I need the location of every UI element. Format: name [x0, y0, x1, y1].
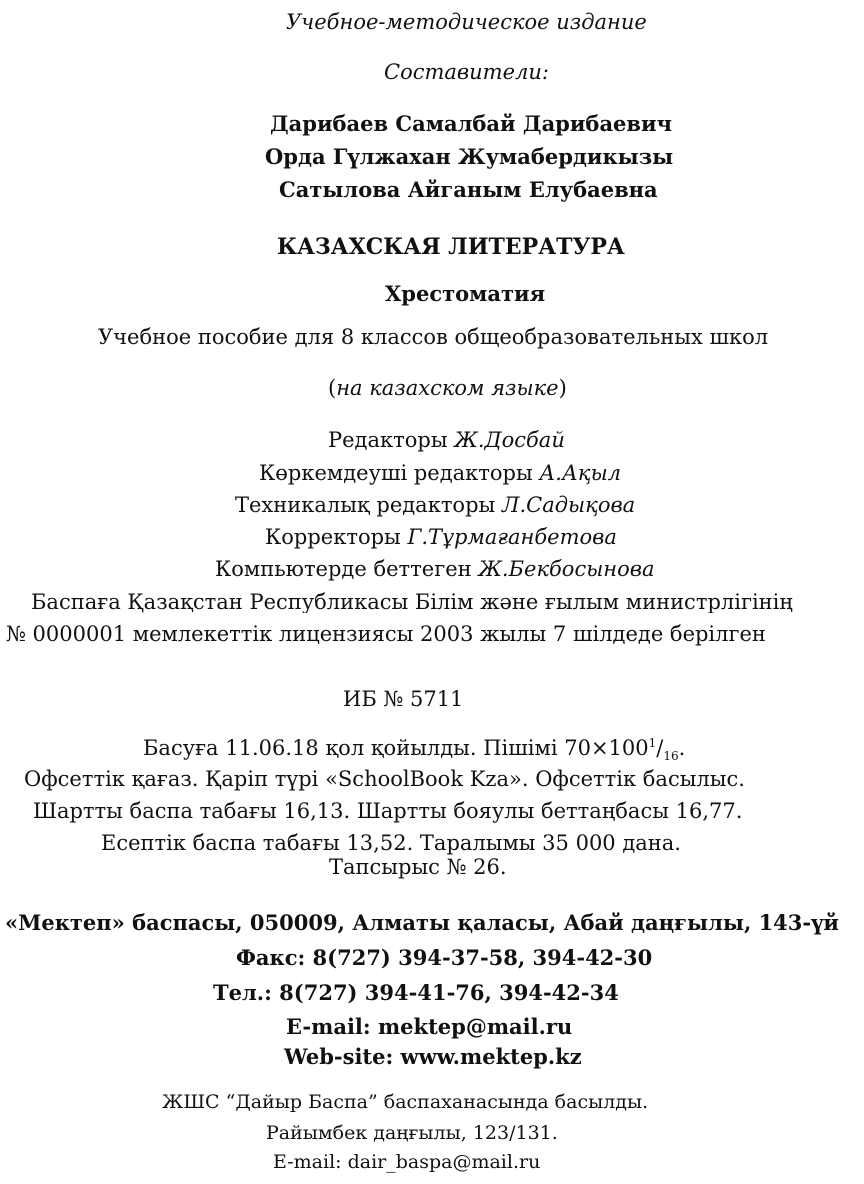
publisher-website: Web-site: www.mektep.kz — [284, 1044, 582, 1069]
language-text: на казахском языке — [336, 376, 559, 400]
staff-name: Ж.Досбай — [454, 428, 565, 452]
publisher-address: «Мектеп» баспасы, 050009, Алматы қаласы, Абай даңғылы, 143-үй — [5, 910, 839, 935]
staff-name: Л.Садықова — [501, 493, 636, 517]
staff-role: Көркемдеуші редакторы — [259, 461, 540, 485]
license-line-1: Баспаға Қазақстан Республикасы Білім және ғылым министрлігінің — [31, 592, 793, 613]
format-slash: / — [656, 736, 664, 760]
compiler-name: Орда Гүлжахан Жумабердикызы — [265, 144, 674, 169]
paren-open: ( — [328, 376, 337, 400]
compilers-label: Составители: — [384, 60, 549, 84]
printer-email: E-mail: dair_baspa@mail.ru — [273, 1151, 541, 1173]
staff-role: Корректоры — [265, 525, 408, 549]
staff-role: Редакторы — [328, 428, 455, 452]
paren-close: ) — [558, 376, 567, 400]
format-sub: 16 — [663, 749, 679, 764]
format-sup: 1 — [648, 736, 657, 750]
book-subtitle: Хрестоматия — [385, 281, 546, 306]
printer-name: ЖШС “Дайыр Баспа” баспаханасында басылды. — [162, 1091, 649, 1113]
ib-number: ИБ № 5711 — [343, 687, 464, 711]
book-purpose: Учебное пособие для 8 классов общеобразовательных школ — [98, 325, 769, 349]
staff-name: Г.Тұрмағанбетова — [407, 525, 617, 549]
staff-line — [235, 495, 635, 516]
staff-line — [265, 527, 617, 548]
publisher-fax: Факс: 8(727) 394-37-58, 394-42-30 — [236, 945, 653, 970]
staff-name: А.Ақыл — [539, 461, 622, 485]
edition-type: Учебное-методическое издание — [286, 10, 647, 34]
order-line: Тапсырыс № 26. — [329, 855, 507, 879]
license-line-2: № 0000001 мемлекеттік лицензиясы 2003 жылы 7 шілдеде берілген — [6, 622, 766, 646]
staff-line — [259, 463, 621, 484]
staff-line — [328, 430, 565, 451]
printer-address: Райымбек даңғылы, 123/131. — [266, 1122, 558, 1144]
compiler-name: Сатылова Айганым Елубаевна — [279, 177, 658, 202]
publisher-email: E-mail: mektep@mail.ru — [286, 1014, 573, 1039]
signed-text: Басуға 11.06.18 қол қойылды. Пішімі 70×100 — [143, 736, 649, 760]
book-title: КАЗАХСКАЯ ЛИТЕРАТУРА — [277, 234, 625, 260]
staff-line — [215, 559, 655, 580]
book-language — [328, 378, 567, 399]
sheets-line: Шартты баспа табағы 16,13. Шартты бояулы беттаңбасы 16,77. — [33, 799, 743, 823]
signed-line — [143, 737, 685, 762]
account-sheets-line: Есептік баспа табағы 13,52. Таралымы 35 000 дана. — [101, 831, 681, 855]
publisher-tel: Тел.: 8(727) 394-41-76, 394-42-34 — [213, 980, 619, 1005]
staff-name: Ж.Бекбосынова — [478, 557, 655, 581]
staff-role: Компьютерде беттеген — [215, 557, 479, 581]
compiler-name: Дарибаев Самалбай Дарибаевич — [270, 111, 672, 136]
signed-suffix: . — [678, 736, 686, 760]
staff-role: Техникалық редакторы — [235, 493, 502, 517]
paper-line: Офсеттік қағаз. Қаріп түрі «SchoolBook Kza». Офсеттік басылыс. — [24, 767, 745, 791]
